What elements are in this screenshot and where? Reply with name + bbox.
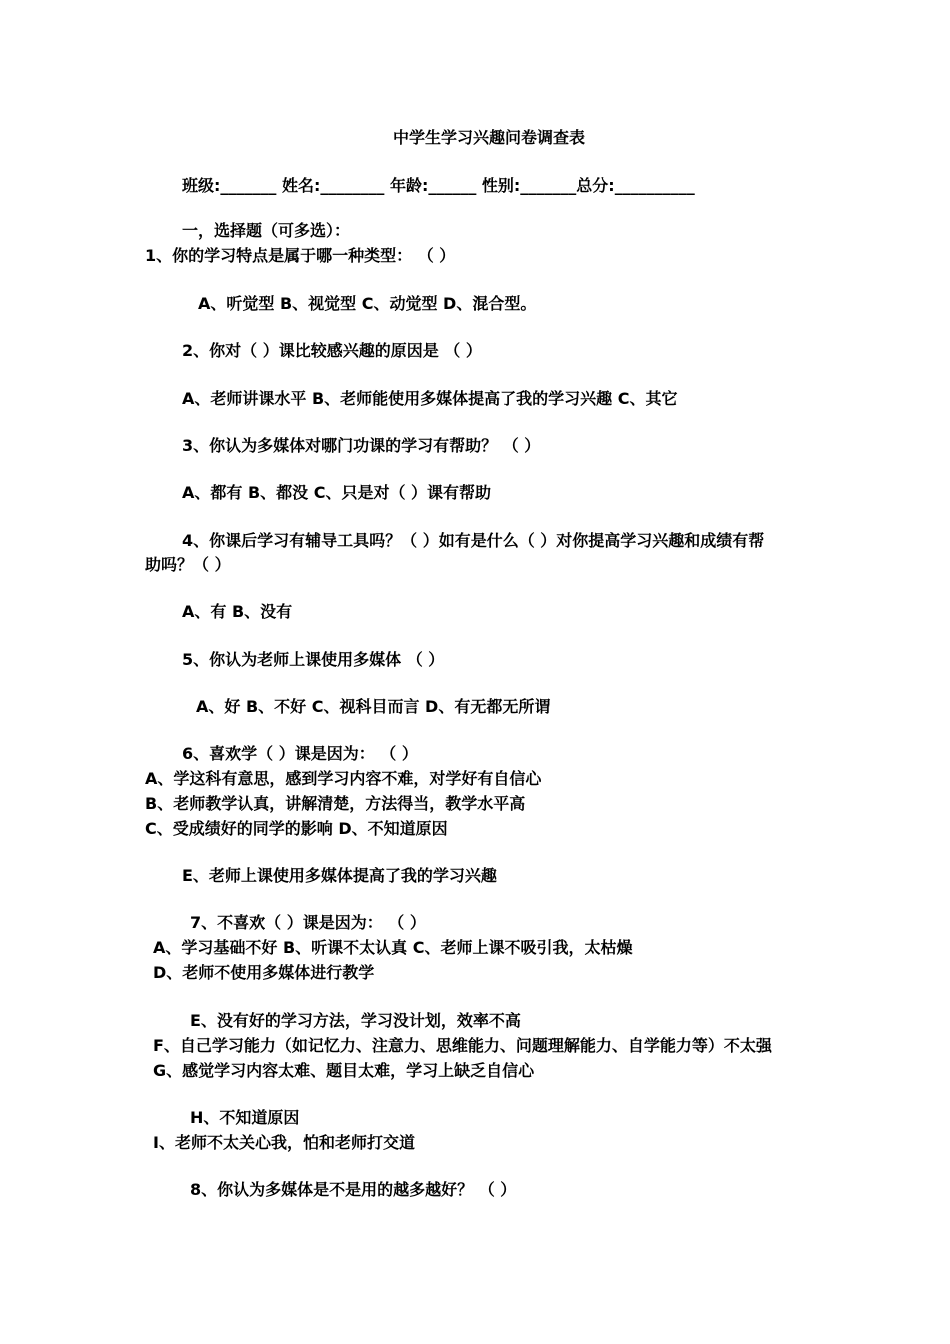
question-6-option-c-d: C、受成绩好的同学的影响 D、不知道原因 xyxy=(145,819,448,838)
student-info-line: 班级:_______ 姓名:________ 年龄:______ 性别:_______总分:__________ xyxy=(182,176,695,195)
question-6-option-a: A、学这科有意思，感到学习内容不难，对学好有自信心 xyxy=(145,769,542,788)
section-heading: 一，选择题（可多选）： xyxy=(182,221,351,240)
question-7-option-g: G、感觉学习内容太难、题目太难，学习上缺乏自信心 xyxy=(153,1061,535,1080)
question-7-option-e: E、没有好的学习方法，学习没计划，效率不高 xyxy=(190,1011,521,1030)
question-3-options: A、都有 B、都没 C、只是对（ ）课有帮助 xyxy=(182,483,492,502)
question-8: 8、你认为多媒体是不是用的越多越好？ （ ） xyxy=(190,1180,517,1199)
page-title: 中学生学习兴趣问卷调查表 xyxy=(393,128,586,147)
question-4-continued: 助吗？（ ） xyxy=(145,555,231,574)
question-2: 2、你对（ ）课比较感兴趣的原因是 （ ） xyxy=(182,341,482,360)
question-7: 7、不喜欢（ ）课是因为： （ ） xyxy=(190,913,426,932)
question-6: 6、喜欢学（ ）课是因为： （ ） xyxy=(182,744,418,763)
question-2-options: A、老师讲课水平 B、老师能使用多媒体提高了我的学习兴趣 C、其它 xyxy=(182,389,678,408)
question-5: 5、你认为老师上课使用多媒体 （ ） xyxy=(182,650,445,669)
question-5-options: A、好 B、不好 C、视科目而言 D、有无都无所谓 xyxy=(196,697,551,716)
question-7-options-a-c: A、学习基础不好 B、听课不太认真 C、老师上课不吸引我，太枯燥 xyxy=(153,938,633,957)
question-7-option-f: F、自己学习能力（如记忆力、注意力、思维能力、问题理解能力、自学能力等）不太强 xyxy=(153,1036,772,1055)
question-1-options: A、听觉型 B、视觉型 C、动觉型 D、混合型。 xyxy=(198,294,537,313)
question-3: 3、你认为多媒体对哪门功课的学习有帮助？ （ ） xyxy=(182,436,541,455)
question-4: 4、你课后学习有辅导工具吗？（ ）如有是什么（ ）对你提高学习兴趣和成绩有帮 xyxy=(182,531,765,550)
question-4-options: A、有 B、没有 xyxy=(182,602,293,621)
question-1: 1、你的学习特点是属于哪一种类型： （ ） xyxy=(145,246,456,265)
question-7-option-i: I、老师不太关心我，怕和老师打交道 xyxy=(153,1133,415,1152)
question-7-option-d: D、老师不使用多媒体进行教学 xyxy=(153,963,375,982)
question-6-option-e: E、老师上课使用多媒体提高了我的学习兴趣 xyxy=(182,866,497,885)
question-6-option-b: B、老师教学认真，讲解清楚，方法得当，教学水平高 xyxy=(145,794,526,813)
question-7-option-h: H、不知道原因 xyxy=(190,1108,300,1127)
